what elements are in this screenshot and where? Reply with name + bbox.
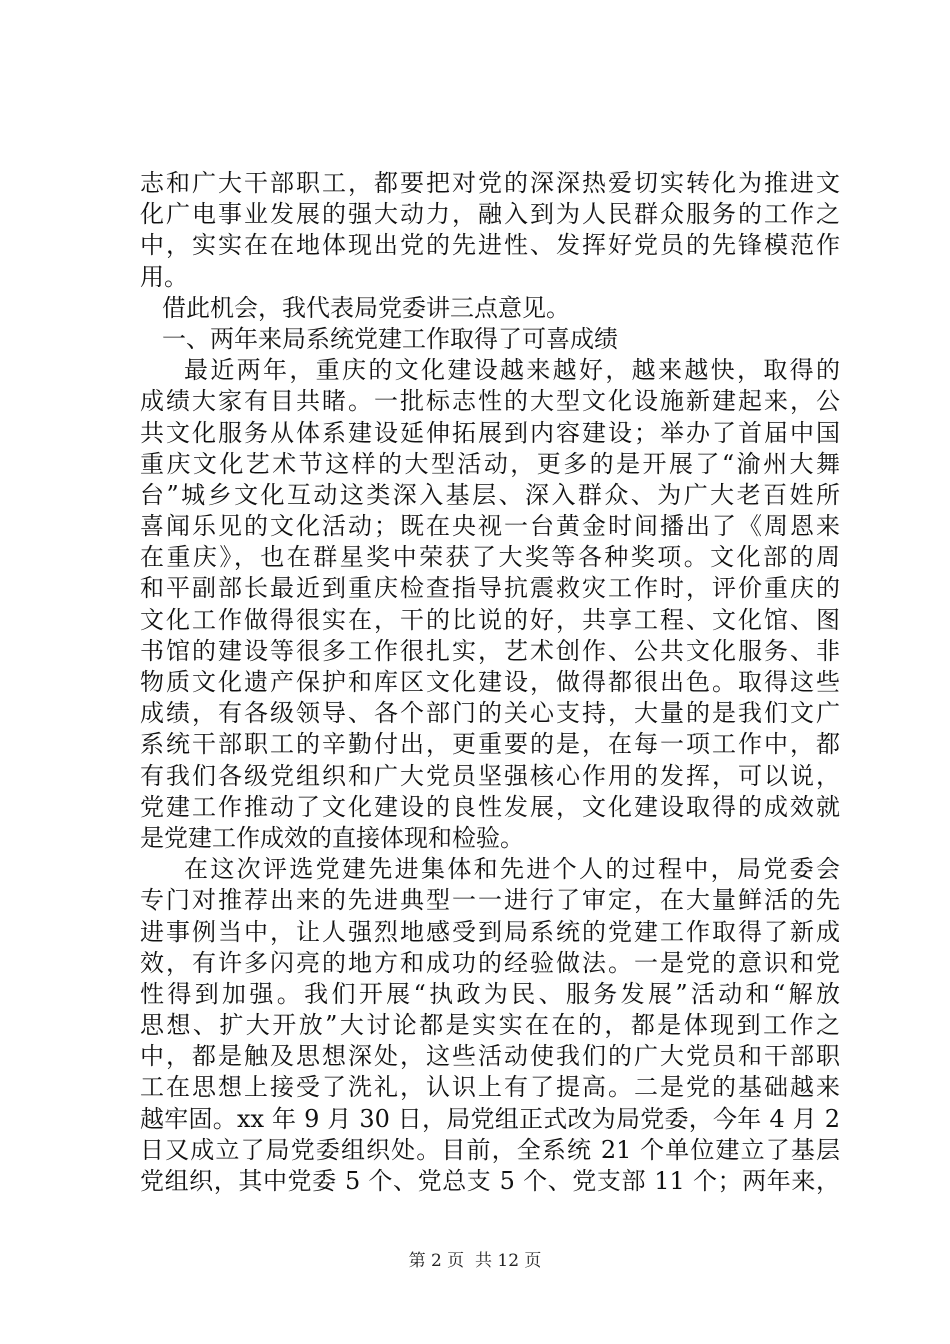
text-line: 文化工作做得很实在，干的比说的好，共享工程、文化馆、图 (140, 605, 840, 634)
text-line: 思想、扩大开放”大讨论都是实实在在的，都是体现到工作之 (140, 1011, 840, 1040)
text-line: 共文化服务从体系建设延伸拓展到内容建设；举办了首届中国 (140, 418, 840, 447)
text-line: 喜闻乐见的文化活动；既在央视一台黄金时间播出了《周恩来 (140, 512, 840, 541)
text-line: 物质文化遗产保护和库区文化建设，做得都很出色。取得这些 (140, 668, 840, 696)
text-line: 借此机会，我代表局党委讲三点意见。 (162, 293, 570, 322)
text-line: 进事例当中，让人强烈地感受到局系统的党建工作取得了新成 (140, 917, 840, 946)
page-footer (0, 1250, 950, 1272)
text-line: 越牢固。xx 年 9 月 30 日，局党组正式改为局党委，今年 4 月 2 (140, 1104, 840, 1133)
text-line: 成绩大家有目共睹。一批标志性的大型文化设施新建起来，公 (140, 387, 840, 416)
text-line: 重庆文化艺术节这样的大型活动，更多的是开展了“渝州大舞 (140, 449, 840, 478)
text-line: 有我们各级党组织和广大党员坚强核心作用的发挥，可以说， (140, 761, 840, 790)
text-line: 是党建工作成效的直接体现和检验。 (140, 823, 524, 852)
text-line: 党组织，其中党委 5 个、党总支 5 个、党支部 11 个；两年来， (140, 1167, 840, 1195)
text-line: 系统干部职工的辛勤付出，更重要的是，在每一项工作中，都 (140, 730, 840, 759)
text-line: 在重庆》，也在群星奖中荣获了大奖等各种奖项。文化部的周 (140, 543, 840, 572)
text-line: 用。 (140, 262, 188, 291)
text-line: 工在思想上接受了洗礼，认识上有了提高。二是党的基础越来 (140, 1073, 840, 1102)
text-line: 中，实实在在地体现出党的先进性、发挥好党员的先锋模范作 (140, 231, 840, 260)
text-line: 一、两年来局系统党建工作取得了可喜成绩 (162, 324, 618, 353)
text-line: 最近两年，重庆的文化建设越来越好，越来越快，取得的 (184, 356, 840, 385)
text-line: 在这次评选党建先进集体和先进个人的过程中，局党委会 (184, 855, 840, 884)
text-line: 和平副部长最近到重庆检查指导抗震救灾工作时，评价重庆的 (140, 574, 840, 603)
text-line: 日又成立了局党委组织处。目前，全系统 21 个单位建立了基层 (140, 1135, 840, 1164)
text-line: 志和广大干部职工，都要把对党的深深热爱切实转化为推进文 (140, 169, 840, 197)
text-line: 成绩，有各级领导、各个部门的关心支持，大量的是我们文广 (140, 699, 840, 728)
text-line: 书馆的建设等很多工作很扎实，艺术创作、公共文化服务、非 (140, 636, 840, 665)
text-line: 党建工作推动了文化建设的良性发展，文化建设取得的成效就 (140, 792, 840, 821)
text-line: 台”城乡文化互动这类深入基层、深入群众、为广大老百姓所 (140, 480, 840, 509)
text-line: 性得到加强。我们开展“执政为民、服务发展”活动和“解放 (140, 979, 840, 1008)
document-body (140, 168, 840, 1197)
text-line: 中，都是触及思想深处，这些活动使我们的广大党员和干部职 (140, 1042, 840, 1071)
text-line: 专门对推荐出来的先进典型一一进行了审定，在大量鲜活的先 (140, 886, 840, 915)
page-number: 第 2 页 共 12 页 (408, 1251, 542, 1271)
text-line: 效，有许多闪亮的地方和成功的经验做法。一是党的意识和党 (140, 948, 840, 977)
text-line: 化广电事业发展的强大动力，融入到为人民群众服务的工作之 (140, 200, 840, 229)
